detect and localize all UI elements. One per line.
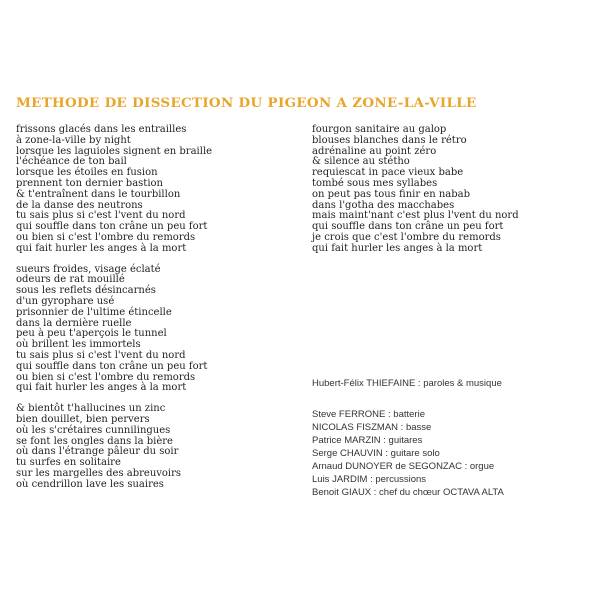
lyric-line: qui fait hurler les anges à la mort <box>16 382 187 394</box>
lyric-line: mais maint'nant c'est plus l'vent du nord <box>312 210 519 222</box>
lyric-line: de la danse des neutrons <box>16 199 143 211</box>
lyric-line: dans l'gotha des macchabes <box>312 199 455 211</box>
lyric-line: prisonnier de l'ultime étincelle <box>16 306 172 318</box>
lyric-line: dans la dernière ruelle <box>16 317 132 329</box>
credit-line: Patrice MARZIN : guitares <box>312 435 423 446</box>
lyric-line: tu sais plus si c'est l'vent du nord <box>16 210 186 222</box>
lyric-line: qui fait hurler les anges à la mort <box>16 242 187 254</box>
lyric-line: sueurs froides, visage éclaté <box>16 263 161 275</box>
lyric-line: frissons glacés dans les entrailles <box>16 124 187 135</box>
credits-musicians <box>312 408 592 499</box>
stanza-1 <box>16 125 296 255</box>
lyric-line: qui fait hurler les anges à la mort <box>312 242 483 254</box>
lyric-line: lorsque les étoiles en fusion <box>16 167 158 179</box>
lyric-line: tu surfes en solitaire <box>16 457 121 469</box>
lyrics-left-column <box>16 125 296 491</box>
stanza-3 <box>16 404 296 490</box>
stanza-2 <box>16 265 296 395</box>
credit-line: Benoit GIAUX : chef du chœur OCTAVA ALTA <box>312 487 504 498</box>
lyric-line: peu à peu t'aperçois le tunnel <box>16 328 167 340</box>
lyric-line: se font les ongles dans la bière <box>16 435 173 447</box>
lyric-line: qui souffle dans ton crâne un peu fort <box>16 221 208 233</box>
lyric-line: & t'entraînent dans le tourbillon <box>16 188 181 200</box>
lyric-line: lorsque les laguioles signent en braille <box>16 145 213 157</box>
lyric-line: on peut pas tous finir en nabab <box>312 188 471 200</box>
lyric-line: ou bien si c'est l'ombre du remords <box>16 231 196 243</box>
credit-line: Serge CHAUVIN : guitare solo <box>312 448 440 459</box>
lyric-line: tombé sous mes syllabes <box>312 177 438 189</box>
lyric-line: requiescat in pace vieux babe <box>312 167 464 179</box>
stanza-4 <box>312 125 592 255</box>
lyric-line: à zone-la-ville by night <box>16 134 131 146</box>
lyric-line: sous les reflets désincarnés <box>16 285 156 297</box>
lyric-line: l'échéance de ton bail <box>16 156 127 168</box>
credit-line: Steve FERRONE : batterie <box>312 409 425 420</box>
credit-line: NICOLAS FISZMAN : basse <box>312 422 432 433</box>
lyric-line: & bientôt t'hallucines un zinc <box>16 403 166 415</box>
lyric-line: sur les margelles des abreuvoirs <box>16 467 182 479</box>
lyric-line: où dans l'étrange pâleur du soir <box>16 446 179 458</box>
lyric-line: & silence au stétho <box>312 156 410 168</box>
credit-author-line: Hubert-Félix THIEFAINE : paroles & musique <box>312 378 502 389</box>
lyric-line: où brillent les immortels <box>16 339 141 351</box>
credit-line: Arnaud DUNOYER de SEGONZAC : orgue <box>312 461 495 472</box>
lyric-line: blouses blanches dans le rétro <box>312 134 467 146</box>
lyric-line: fourgon sanitaire au galop <box>312 124 447 135</box>
lyric-line: qui souffle dans ton crâne un peu fort <box>16 360 208 372</box>
lyric-line: odeurs de rat mouillé <box>16 274 125 286</box>
lyric-line: tu sais plus si c'est l'vent du nord <box>16 349 186 361</box>
lyric-line: je crois que c'est l'ombre du remords <box>312 231 501 243</box>
lyric-line: bien douillet, bien pervers <box>16 413 150 425</box>
lyrics-right-column <box>312 125 592 255</box>
credit-line: Luis JARDIM : percussions <box>312 474 427 485</box>
credits-author <box>312 378 592 389</box>
song-title: METHODE DE DISSECTION DU PIGEON A ZONE-LA-VILLE <box>16 95 477 111</box>
lyric-line: qui souffle dans ton crâne un peu fort <box>312 221 504 233</box>
lyric-line: où cendrillon lave les suaires <box>16 478 164 490</box>
lyric-line: où les s'crétaires cunnilingues <box>16 424 171 436</box>
lyric-line: prennent ton dernier bastion <box>16 177 163 189</box>
lyric-line: adrénaline au point zéro <box>312 145 437 157</box>
lyric-line: d'un gyrophare usé <box>16 295 115 307</box>
lyric-line: ou bien si c'est l'ombre du remords <box>16 371 196 383</box>
